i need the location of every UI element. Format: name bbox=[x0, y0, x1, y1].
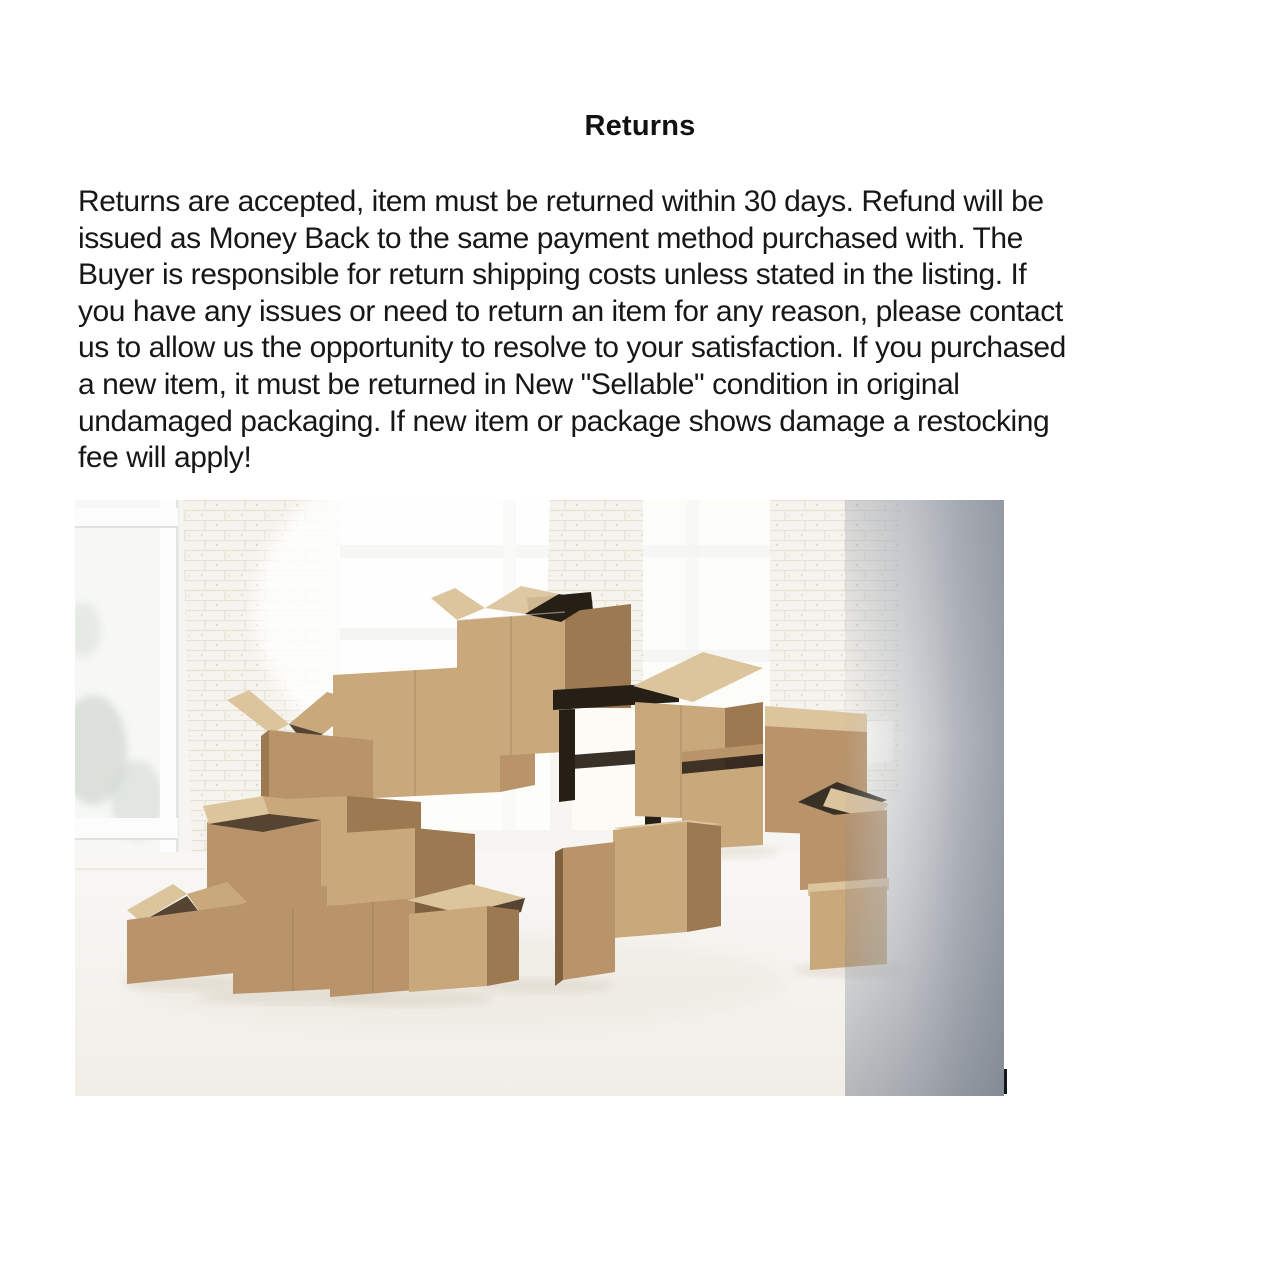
page-title: Returns bbox=[584, 110, 696, 142]
returns-policy-paragraph bbox=[78, 184, 1202, 477]
boxes-photo-illustration bbox=[75, 500, 1004, 1096]
moving-boxes-photo bbox=[75, 500, 1004, 1096]
cardboard-box bbox=[613, 820, 721, 938]
cardboard-box-open-lid bbox=[407, 884, 525, 992]
blurred-foreground bbox=[845, 500, 1004, 1096]
cardboard-box-tall bbox=[555, 842, 615, 986]
paragraph-line: us to allow us the opportunity to resolve to your satisfaction. If you purchased bbox=[78, 331, 1066, 365]
paragraph-line: a new item, it must be returned in New "Sellable" condition in original bbox=[78, 367, 960, 401]
paragraph-line: you have any issues or need to return an item for any reason, please contact bbox=[78, 294, 1063, 328]
paragraph-line: fee will apply! bbox=[78, 441, 252, 475]
paragraph-line: Returns are accepted, item must be returned within 30 days. Refund will be bbox=[78, 185, 1044, 218]
text-cursor bbox=[1004, 1069, 1007, 1094]
paragraph-line: undamaged packaging. If new item or package shows damage a restocking bbox=[78, 404, 1050, 438]
paragraph-line: issued as Money Back to the same payment method purchased with. The bbox=[78, 221, 1023, 255]
paragraph-line: Buyer is responsible for return shipping costs unless stated in the listing. If bbox=[78, 258, 1027, 292]
